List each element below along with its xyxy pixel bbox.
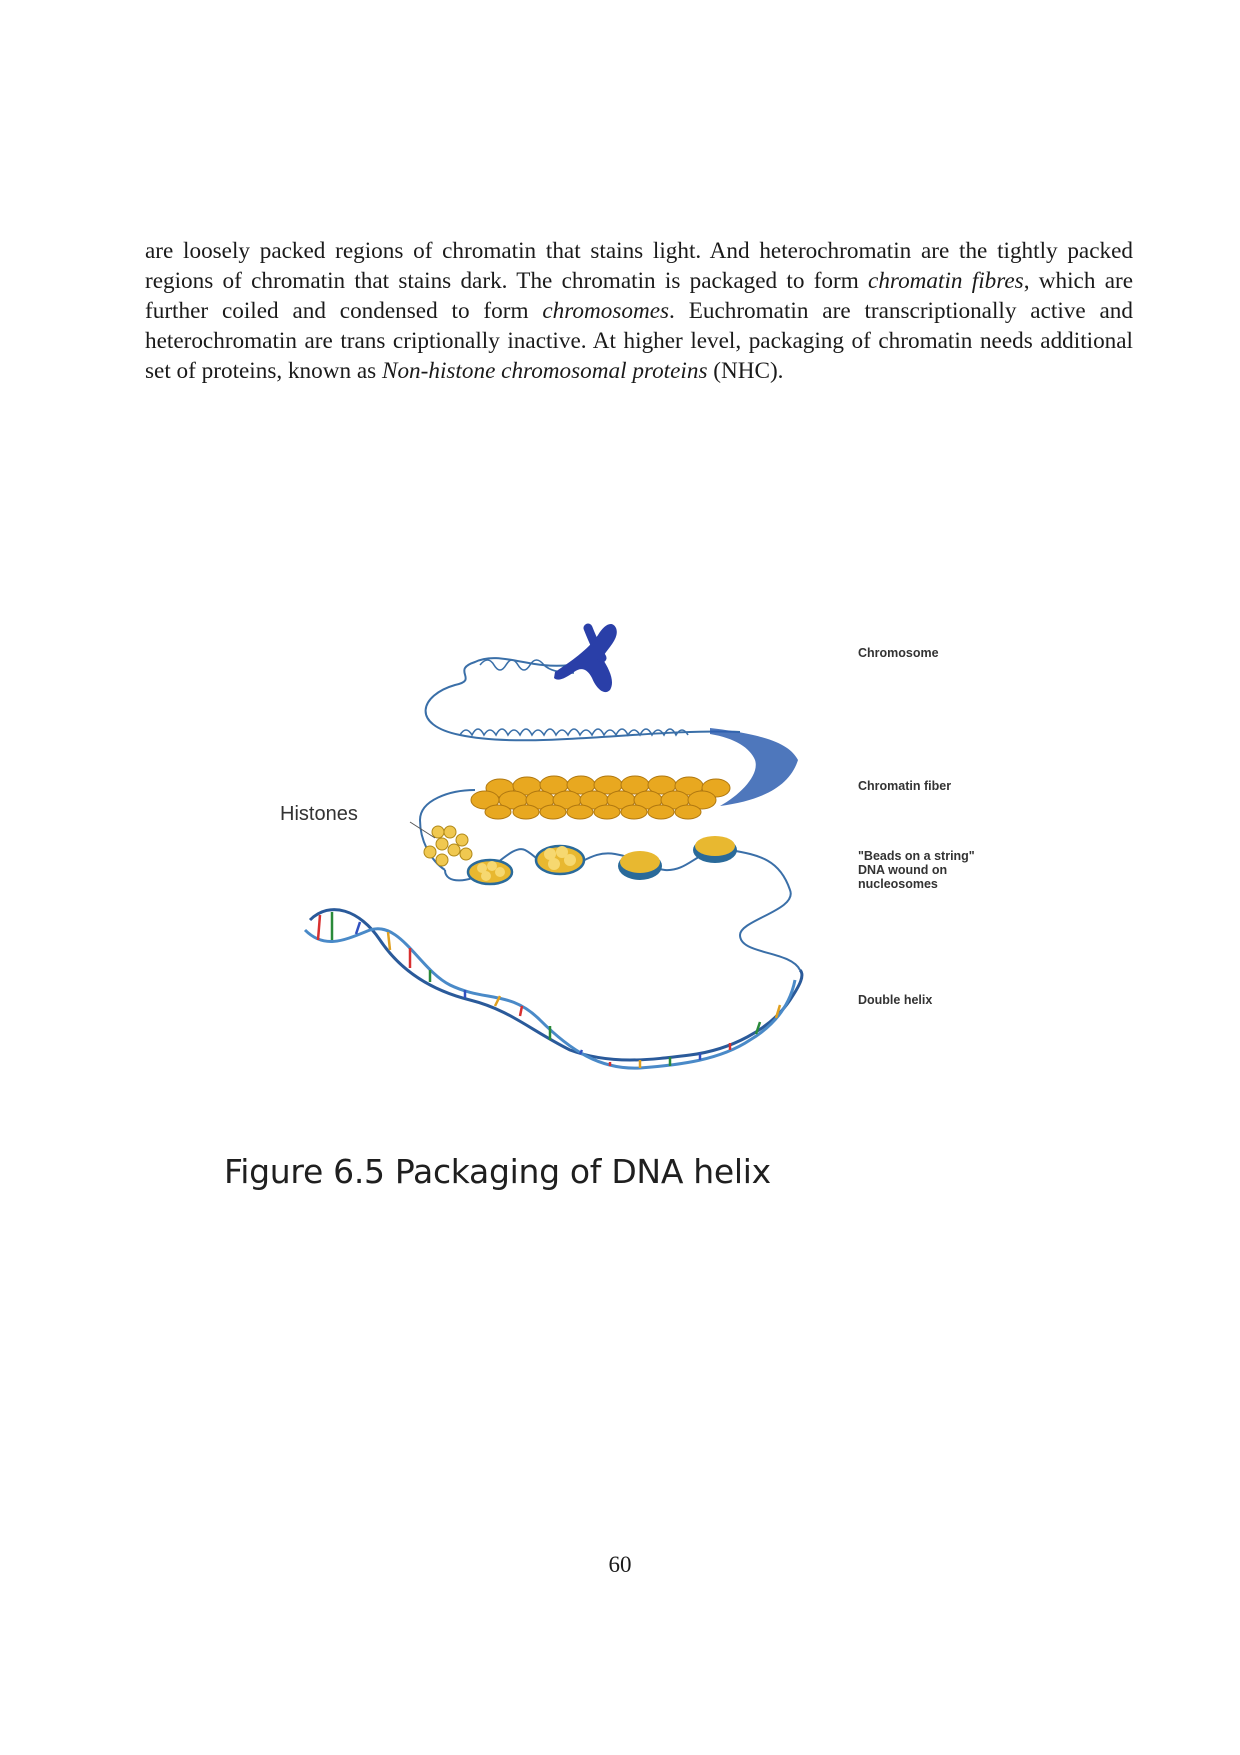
term-nhc-proteins: Non-histone chromosomal proteins	[382, 358, 708, 384]
dna-packaging-illustration	[270, 610, 1030, 1110]
double-helix	[305, 910, 802, 1069]
label-chromatin-fiber: Chromatin fiber	[858, 779, 952, 793]
label-histones: Histones	[280, 803, 358, 825]
chromatin-fiber	[471, 776, 730, 819]
label-beads-line-1: "Beads on a string"	[858, 849, 975, 863]
dna-packaging-figure	[270, 610, 1030, 1110]
label-double-helix: Double helix	[858, 993, 933, 1007]
term-chromosomes: chromosomes	[542, 298, 670, 324]
term-chromatin-fibres: chromatin fibres	[868, 268, 1024, 294]
paragraph-text-4: (NHC).	[707, 358, 784, 384]
paragraph-text-3: . Euchromatin are transcriptionally active and heterochromatin are trans criptionally inactive. At higher level, packaging of chromatin needs additional set of proteins, known as	[145, 298, 1133, 384]
body-paragraph	[145, 236, 1133, 386]
nucleosome-bead-1	[468, 860, 512, 884]
chromosome-x-shape	[554, 624, 617, 692]
nucleosome-bead-4	[693, 836, 737, 863]
label-beads-line-2: DNA wound on	[858, 863, 948, 877]
figure-caption: Figure 6.5 Packaging of DNA helix	[224, 1152, 771, 1191]
paragraph-text-1: are loosely packed regions of chromatin that stains light. And heterochromatin are the tightly packed regions of chromatin that stains dark. The chromatin is packaged to form	[145, 238, 1133, 294]
label-beads-line-3: nucleosomes	[858, 877, 938, 891]
free-histones	[424, 826, 472, 866]
paragraph-text-2: , which are further coiled and condensed to form	[145, 268, 1134, 324]
nucleosome-beads	[468, 836, 737, 884]
nucleosome-bead-2	[536, 846, 584, 874]
page-number: 60	[608, 1552, 632, 1577]
nucleosome-bead-3	[618, 851, 662, 880]
chromosome-loop-strand	[426, 658, 740, 740]
label-chromosome: Chromosome	[858, 646, 939, 660]
